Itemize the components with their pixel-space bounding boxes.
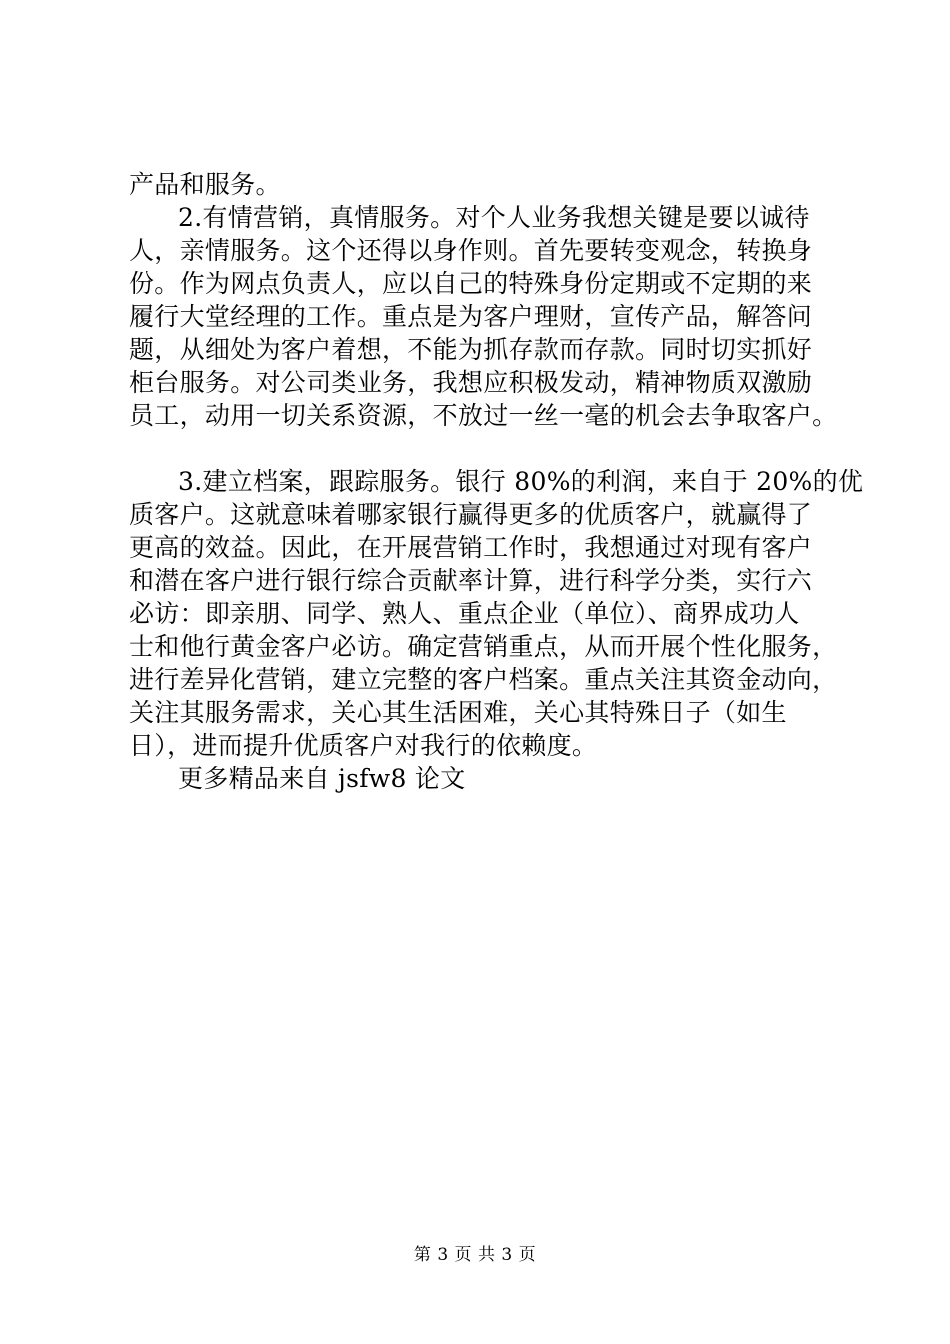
text-line: 关注其服务需求，关心其生活困难，关心其特殊日子（如生 (129, 698, 787, 727)
text-line: 员工，动用一切关系资源，不放过一丝一毫的机会去争取客户。 (129, 401, 838, 430)
paragraph-3-start: 3.建立档案，跟踪服务。银行 80%的利润，来自于 20%的优 (178, 467, 864, 496)
text-line: 进行差异化营销，建立完整的客户档案。重点关注其资金动向， (129, 665, 838, 694)
text-line: 产品和服务。 (129, 170, 281, 199)
page-footer: 第 3 页 共 3 页 (413, 1245, 537, 1265)
text-line: 更高的效益。因此，在开展营销工作时，我想通过对现有客户 (129, 533, 813, 562)
source-note: 更多精品来自 jsfw8 论文 (178, 764, 466, 793)
text-line: 履行大堂经理的工作。重点是为客户理财，宣传产品，解答问 (129, 302, 813, 331)
text-line: 士和他行黄金客户必访。确定营销重点，从而开展个性化服务， (129, 632, 838, 661)
text-line: 日），进而提升优质客户对我行的依赖度。 (129, 731, 598, 760)
text-line: 柜台服务。对公司类业务，我想应积极发动，精神物质双激励 (129, 368, 813, 397)
paragraph-2-start: 2.有情营销，真情服务。对个人业务我想关键是要以诚待 (178, 203, 810, 232)
text-line: 份。作为网点负责人，应以自己的特殊身份定期或不定期的来 (129, 269, 813, 298)
text-line: 和潜在客户进行银行综合贡献率计算，进行科学分类，实行六 (129, 566, 813, 595)
document-body (129, 168, 864, 795)
text-line: 必访：即亲朋、同学、熟人、重点企业（单位）、商界成功人 (129, 599, 800, 628)
text-line: 质客户。这就意味着哪家银行赢得更多的优质客户，就赢得了 (129, 500, 813, 529)
text-line: 人，亲情服务。这个还得以身作则。首先要转变观念，转换身 (129, 236, 813, 265)
text-line: 题，从细处为客户着想，不能为抓存款而存款。同时切实抓好 (129, 335, 813, 364)
paragraph-gap (129, 432, 841, 465)
